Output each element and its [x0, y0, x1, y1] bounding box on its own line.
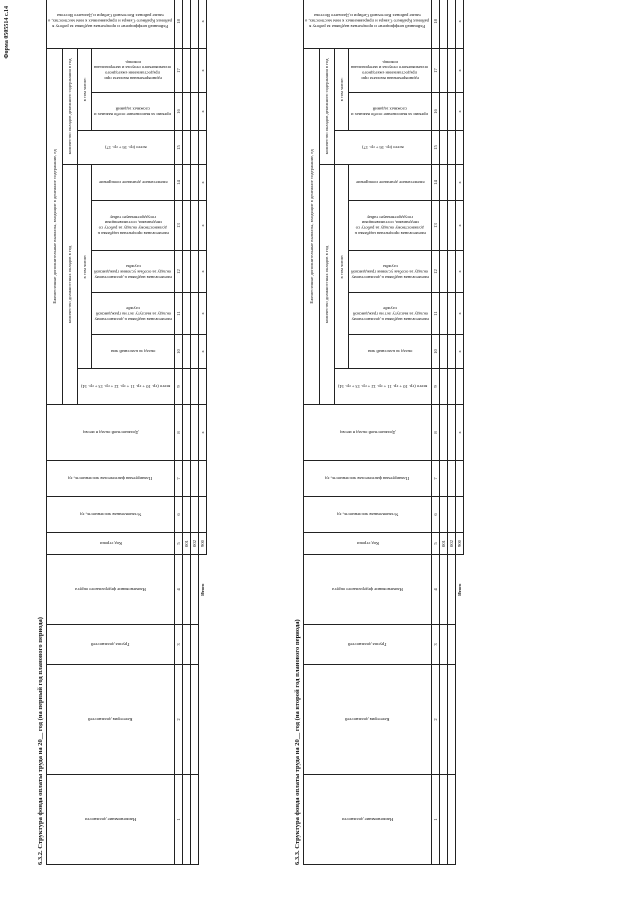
hdr-salary-content: количество окладов денежного содержания в год — [320, 48, 335, 164]
hdr-monthly-payments: Ежемесячные дополнительные выплаты, входящие в денежное содержание, ед — [47, 48, 63, 404]
hdr-salary: Должностной оклад в месяц — [304, 405, 432, 461]
hdr-actual-count: Планируемая фактическая численность, ед — [47, 461, 175, 497]
itogo-label: Итого — [457, 583, 463, 596]
hdr-staff-count: Установленная численность, ед — [47, 497, 175, 533]
hdr-position-category: Категория должностей — [47, 665, 175, 775]
form-code: Форма 0505514 с.14 — [4, 6, 10, 59]
hdr-secret-info: ежемесячная процентная надбавка к должностному окладу за работу со сведениями, составляющими государственную тайну — [92, 201, 175, 251]
itogo-label: Итого — [200, 583, 206, 596]
hdr-line-code: Код строки — [304, 533, 432, 555]
hdr-monthly-payments: Ежемесячные дополнительные выплаты, входящие в денежное содержание, ед — [304, 48, 320, 404]
hdr-class-rank: оклад за классный чин — [92, 335, 175, 369]
column-number-row: 1 2 3 4 5 6 7 8 9 10 11 12 13 14 15 16 17 18 — [175, 0, 183, 865]
hdr-secret-info: ежемесячная процентная надбавка к должностному окладу за работу со сведениями, составляющими государственную тайну — [349, 201, 432, 251]
hdr-salary-total: всего (гр. 16 + гр. 17) — [78, 131, 175, 165]
hdr-in-total2: в том числе: — [78, 48, 92, 130]
hdr-position-group: Группа должностей — [304, 625, 432, 665]
section-title: 6.3.3. Структура фонда оплаты труда на 20__ год (на второй год планового периода) — [294, 619, 301, 865]
hdr-total-formula: всего (гр. 10 + гр. 11 + гр. 12 + гр. 13 + гр. 14) — [78, 369, 175, 405]
hdr-salary: Должностной оклад в месяц — [47, 405, 175, 461]
table-row: 001 — [183, 0, 191, 865]
section-633 — [293, 15, 464, 865]
table-row: 002 — [191, 0, 199, 865]
hdr-position-category: Категория должностей — [304, 665, 432, 775]
hdr-bonuses: премии за выполнение особо важных и сложных заданий — [349, 93, 432, 131]
hdr-district-name: Наименование федерального округа — [304, 555, 432, 625]
hdr-salary-content: количество окладов денежного содержания в год — [63, 48, 78, 164]
fot-structure-table — [303, 0, 464, 865]
hdr-class-rank: оклад за классный чин — [349, 335, 432, 369]
hdr-in-total2: в том числе: — [335, 48, 349, 130]
hdr-actual-count: Планируемая фактическая численность, ед — [304, 461, 432, 497]
hdr-position-name: Наименование должности — [304, 775, 432, 865]
column-number-row: 1 2 3 4 5 6 7 8 9 10 11 12 13 14 15 16 17 18 — [432, 0, 440, 865]
hdr-lump-sum: единовременная выплата при предоставлении ежегодного оплачиваемого отпуска и материальная помощь — [349, 48, 432, 92]
section-632 — [36, 15, 207, 865]
hdr-north-coef: Районный коэффициент и процентная надбавка за работу в районах Крайнего Севера и приравненных к ним местностях, а также районах Восточной Сибири и Дальнего Востока — [304, 0, 432, 48]
hdr-staff-count: Установленная численность, ед — [304, 497, 432, 533]
hdr-position-group: Группа должностей — [47, 625, 175, 665]
hdr-special-conditions: ежемесячная надбавка к должностному окладу за особые условия гражданской службы — [349, 251, 432, 293]
hdr-salary-total: всего (гр. 16 + гр. 17) — [335, 131, 432, 165]
hdr-salaries-count: количество должностных окладов в год — [320, 165, 335, 405]
hdr-lump-sum: единовременная выплата при предоставлении ежегодного оплачиваемого отпуска и материальная помощь — [92, 48, 175, 92]
hdr-in-total: в том числе: — [335, 165, 349, 369]
hdr-longevity: ежемесячная надбавка к должностному окладу за выслугу лет на гражданской службе — [92, 293, 175, 335]
hdr-bonuses: премии за выполнение особо важных и сложных заданий — [92, 93, 175, 131]
table-row: 001 — [440, 0, 448, 865]
hdr-line-code: Код строки — [47, 533, 175, 555]
table-total-row: Итого 900 x x x x x x x x x — [456, 0, 464, 865]
hdr-special-conditions: ежемесячная надбавка к должностному окладу за особые условия гражданской службы — [92, 251, 175, 293]
section-title: 6.3.2. Структура фонда оплаты труда на 20__ год (на первый год планового периода) — [37, 617, 44, 865]
table-row: 002 — [448, 0, 456, 865]
hdr-salaries-count: количество должностных окладов в год — [63, 165, 78, 405]
fot-structure-table — [46, 0, 207, 865]
hdr-in-total: в том числе: — [78, 165, 92, 369]
hdr-district-name: Наименование федерального округа — [47, 555, 175, 625]
hdr-position-name: Наименование должности — [47, 775, 175, 865]
hdr-cash-incentive: ежемесячное денежное поощрение — [349, 165, 432, 201]
hdr-north-coef: Районный коэффициент и процентная надбавка за работу в районах Крайнего Севера и приравненных к ним местностях, а также районах Восточной Сибири и Дальнего Востока — [47, 0, 175, 48]
hdr-total-formula: всего (гр. 10 + гр. 11 + гр. 12 + гр. 13 + гр. 14) — [335, 369, 432, 405]
hdr-longevity: ежемесячная надбавка к должностному окладу за выслугу лет на гражданской службе — [349, 293, 432, 335]
hdr-cash-incentive: ежемесячное денежное поощрение — [92, 165, 175, 201]
table-total-row: Итого 900 x x x x x x x x x — [199, 0, 207, 865]
